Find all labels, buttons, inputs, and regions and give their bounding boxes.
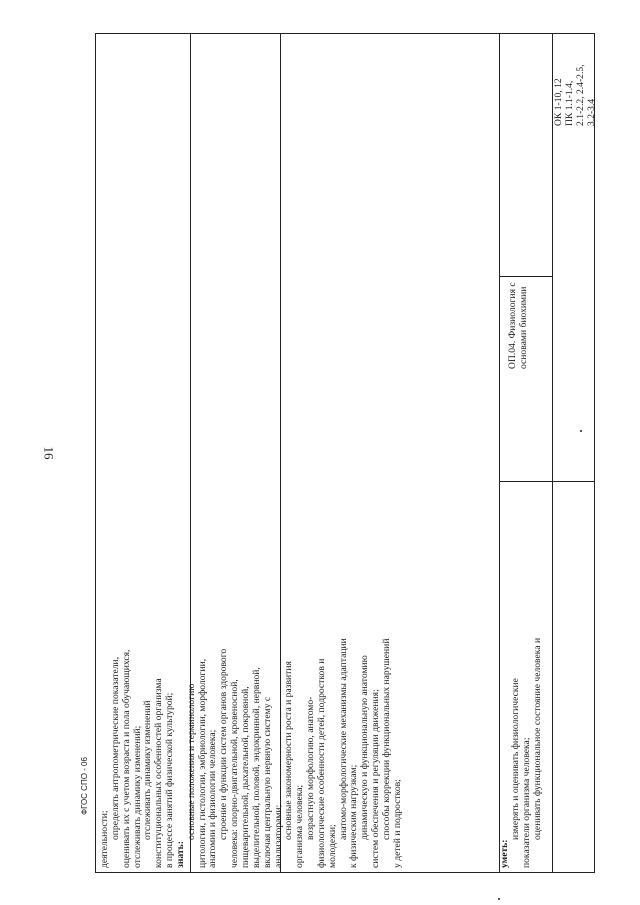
text-line: включая центральную нервную систему с [261, 696, 273, 868]
text-line: способы коррекции функциональных нарушений [380, 638, 392, 840]
text-line: у детей и подростков; [391, 779, 403, 868]
footer-code: ФГОС СПО - 06 [80, 757, 89, 815]
text-line: физиологические особенности детей, подростков и [315, 658, 327, 868]
text-line: отслеживать динамику изменений; [131, 725, 143, 868]
text-line: основные положения и терминологию [185, 683, 197, 840]
text-line: человека: опорно-двигательной, кровеносной, [229, 679, 241, 868]
competence-line: ОК 1-10, 12 [553, 78, 564, 126]
competence-line: 2.1-2.2, 2.4-2.5, [575, 64, 586, 126]
discipline-cell [507, 219, 529, 369]
text-line: уметь: [499, 839, 510, 868]
scan-speck [580, 430, 582, 432]
discipline-line: основами биохимии [518, 286, 529, 369]
text-line: оценивать функциональное состояние человека и [531, 637, 543, 840]
text-line: знать: [174, 841, 186, 868]
text-line: в процессе занятий физической культурой; [164, 692, 176, 868]
knowledge-skills-cell [100, 496, 404, 868]
text-line: динамическую и функциональную анатомию [359, 655, 371, 840]
text-line: измерять и оценивать физиологические [509, 678, 521, 840]
scan-speck [498, 898, 500, 900]
skills-cell [500, 490, 543, 868]
text-line: организма человека; [294, 784, 306, 868]
text-line: основные закономерности роста и развития [283, 661, 295, 840]
column-divider [552, 34, 553, 872]
text-line: анализаторами; [272, 804, 284, 868]
text-line: анатомо-морфологические механизмы адаптации [337, 638, 349, 840]
text-line: конституциональных особенностей организма [153, 678, 165, 868]
text-line: строение и функции систем органов здорового [218, 648, 230, 840]
competences-cell [553, 42, 597, 126]
text-line: цитологии, гистологии, эмбриологии, морфологии, [196, 658, 208, 868]
discipline-line: ОП.04. Физиология с [507, 282, 518, 369]
curriculum-table [95, 33, 595, 873]
text-line: возрастную морфологию, анатомо- [305, 696, 317, 840]
text-line: определять антропометрические показатели, [109, 656, 121, 840]
page-number: 16 [41, 446, 57, 460]
text-line: систем обеспечения и регуляции движения; [370, 689, 382, 868]
text-line: молодежи; [326, 824, 338, 868]
competence-line: 3.2-3.4 [586, 98, 597, 126]
text-line: деятельности; [99, 810, 110, 868]
text-line: пищеварительной, дыхательной, покровной, [239, 686, 251, 868]
text-line: к физическим нагрузкам; [348, 764, 360, 868]
text-line: показатели организма человека; [520, 737, 532, 868]
text-line: отслеживать динамику изменений [142, 700, 154, 840]
text-line: оценивать их с учетом возраста и пола обучающихся, [120, 649, 132, 868]
text-line: анатомии и физиологии человека; [207, 729, 219, 868]
row-divider [499, 481, 594, 482]
competence-line: ПК 1.1-1.4, [564, 80, 575, 126]
text-line: выделительной, половой, эндокринной, нервной, [250, 667, 262, 868]
